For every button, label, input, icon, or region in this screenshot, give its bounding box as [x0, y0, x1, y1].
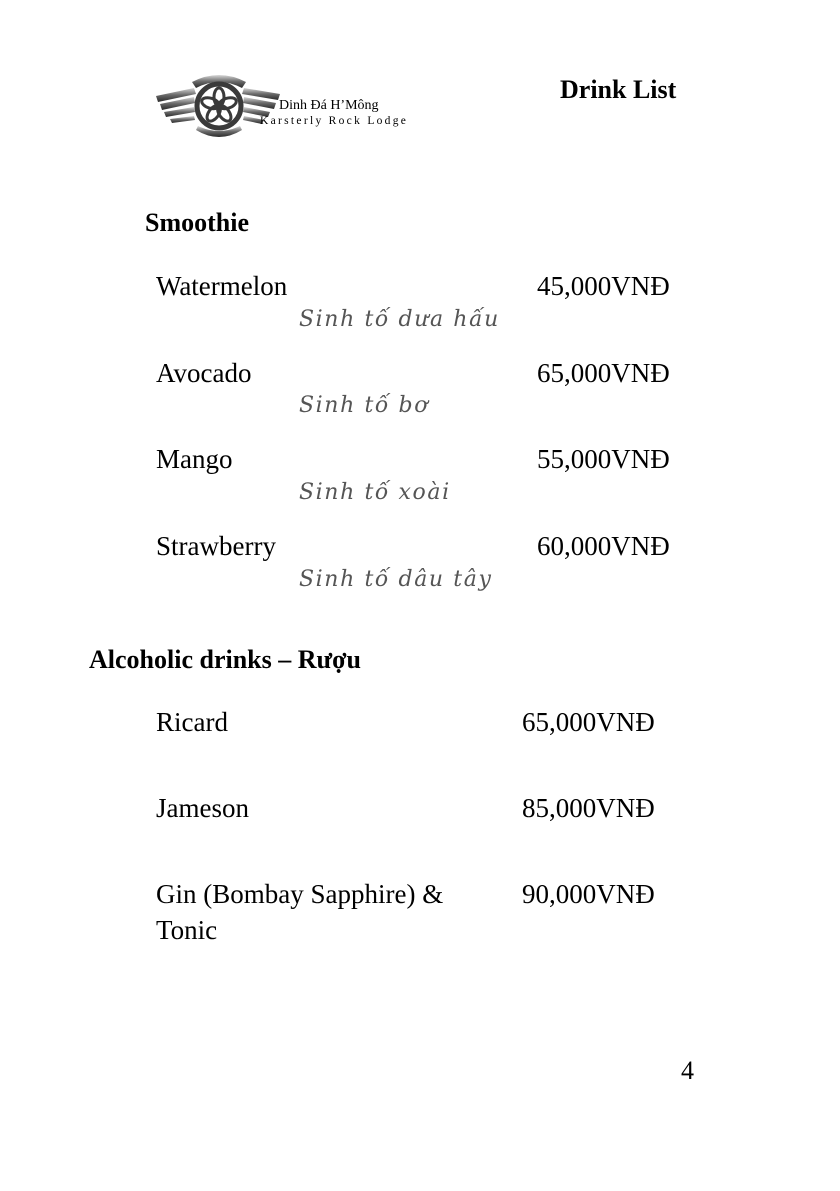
item-name-mango: Mango — [156, 444, 233, 474]
item-vietnamese-avocado: Sinh tố bơ — [299, 393, 430, 418]
item-price-ricard: 65,000VNĐ — [522, 707, 655, 737]
item-vietnamese-strawberry: Sinh tố dâu tây — [299, 567, 493, 592]
item-price-jameson: 85,000VNĐ — [522, 793, 655, 823]
item-name-jameson: Jameson — [156, 793, 249, 823]
item-name-gin-line2: Tonic — [156, 915, 218, 945]
item-name-strawberry: Strawberry — [156, 531, 276, 561]
section-title-smoothie: Smoothie — [145, 208, 249, 237]
item-name-gin-line1: Gin (Bombay Sapphire) & — [156, 879, 444, 909]
item-price-gin: 90,000VNĐ — [522, 879, 655, 909]
page-title: Drink List — [560, 75, 677, 104]
item-price-strawberry: 60,000VNĐ — [537, 531, 670, 561]
item-name-watermelon: Watermelon — [156, 271, 288, 301]
item-vietnamese-mango: Sinh tố xoài — [299, 480, 451, 505]
item-price-watermelon: 45,000VNĐ — [537, 271, 670, 301]
logo-subtitle: Karsterly Rock Lodge — [260, 115, 409, 127]
item-price-avocado: 65,000VNĐ — [537, 358, 670, 388]
logo-name: Dinh Đá H’Mông — [279, 98, 379, 113]
page-number: 4 — [681, 1056, 694, 1085]
section-title-alcoholic: Alcoholic drinks – Rượu — [89, 645, 361, 674]
item-vietnamese-watermelon: Sinh tố dưa hấu — [299, 307, 500, 332]
item-price-mango: 55,000VNĐ — [537, 444, 670, 474]
lodge-logo-icon — [154, 70, 284, 142]
item-name-ricard: Ricard — [156, 707, 228, 737]
item-name-avocado: Avocado — [156, 358, 252, 388]
